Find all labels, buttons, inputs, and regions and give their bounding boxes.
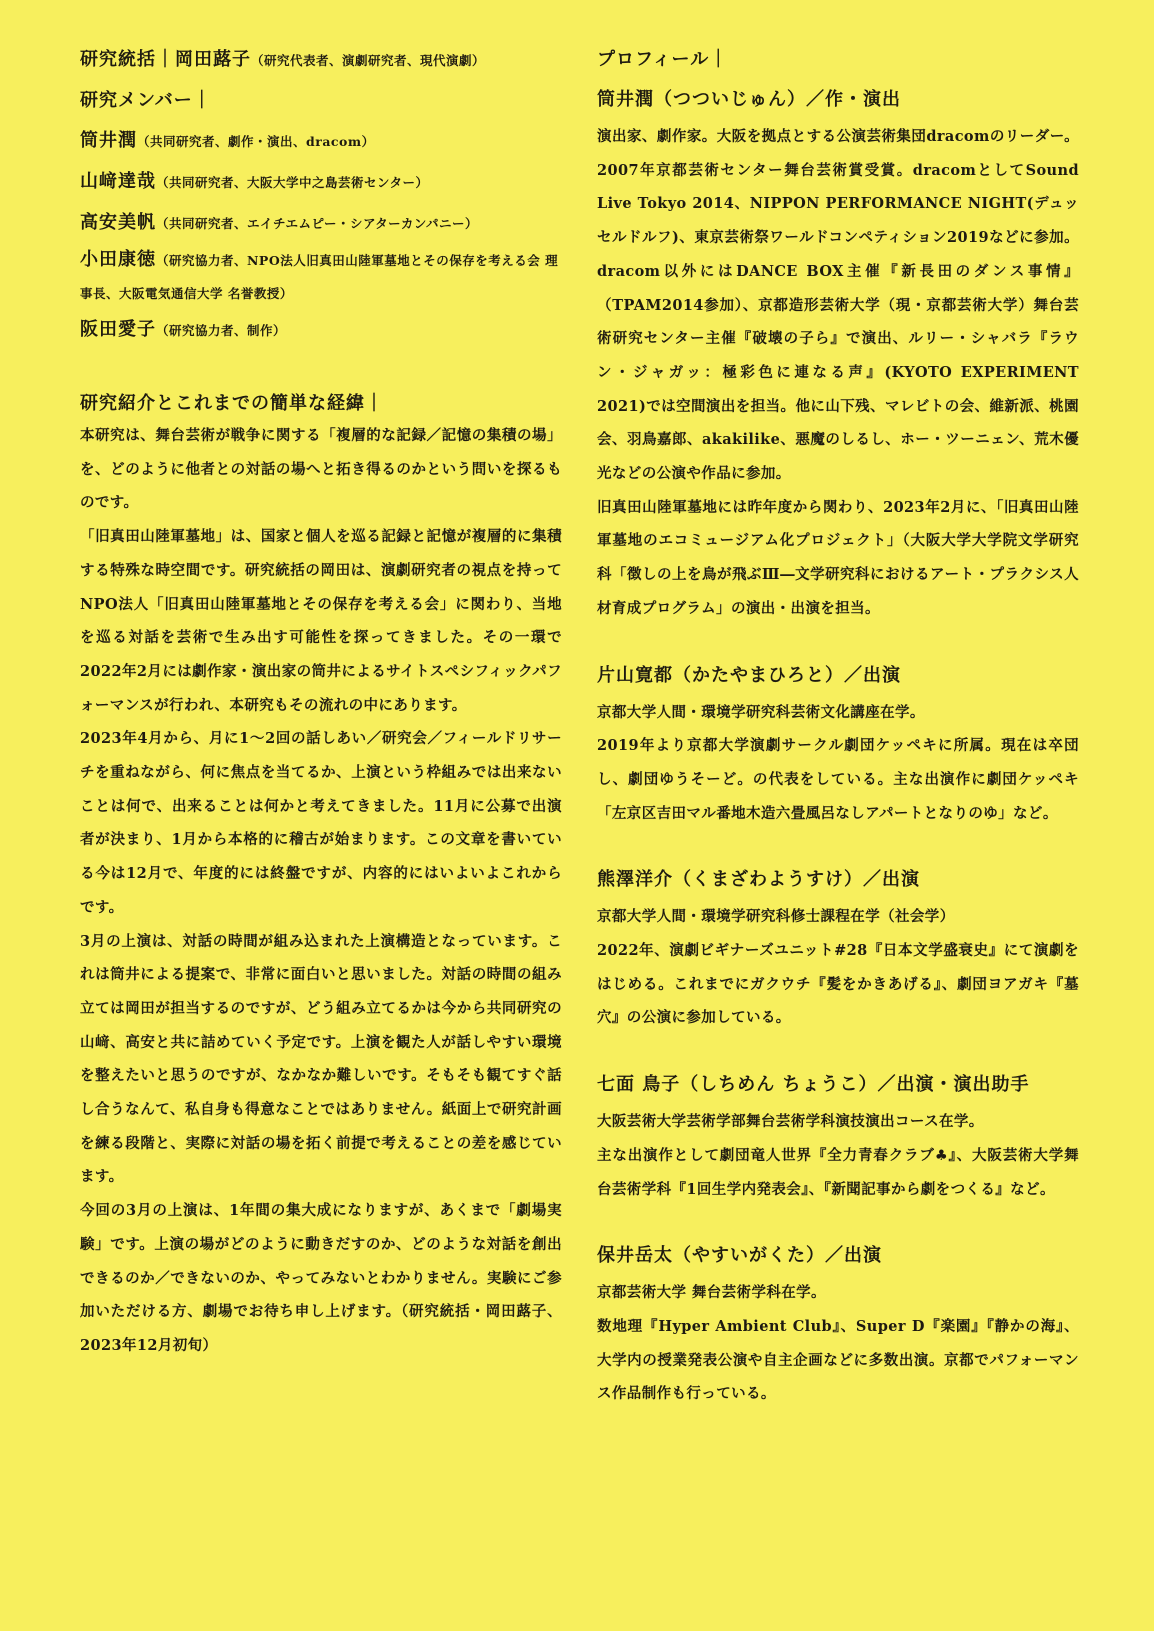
profile-paragraph: 大阪芸術大学芸術学部舞台芸術学科演技演出コース在学。 [597, 1113, 984, 1131]
profile-paragraph: 旧真田山陸軍墓地には昨年度から関わり、2023年2月に、「旧真田山陸軍墓地のエコミュージアム化プロジェクト」（大阪大学大学院文学研究科「徴しの上を鳥が飛ぶⅢ―文学研究科におけるアート・プラクシス人材育成プログラム」の演出・出演を担当。 [597, 498, 1079, 617]
right-column [597, 40, 1079, 1411]
member-note: （共同研究者、劇作・演出、dracom） [137, 134, 375, 149]
profile-shichimen [597, 1065, 1079, 1206]
intro-paragraph: 2023年4月から、月に1〜2回の話しあい／研究会／フィールドリサーチを重ねながら、何に焦点を当てるか、上演という枠組みでは出来ないことは何で、出来ることは何かと考えてきました。11月に公募で出演者が決まり、1月から本格的に稽古が始まります。この文章を書いている今は12月で、年度的には終盤ですが、内容的にはいよいよこれからです。 [80, 730, 562, 916]
member-note: （共同研究者、エイチエムピー・シアターカンパニー） [156, 216, 479, 231]
member-name: 高安美帆 [80, 212, 156, 233]
member-3 [80, 203, 562, 244]
profile-katayama [597, 656, 1079, 831]
profile-body [597, 120, 1079, 626]
profile-paragraph: 主な出演作として劇団竜人世界『全力青春クラブ♣』、大阪芸術大学舞台芸術学科『1回生学内発表会』、『新聞記事から劇をつくる』など。 [597, 1146, 1079, 1198]
profile-heading: プロフィール｜ [597, 49, 729, 70]
profile-body [597, 1105, 1079, 1206]
intro-body [80, 419, 562, 1363]
member-note: （共同研究者、大阪大学中之島芸術センター） [156, 175, 429, 190]
profile-name: 筒井潤（つついじゅん）／作・演出 [597, 89, 901, 110]
member-name: 小田康徳 [80, 249, 156, 270]
profile-name: 保井岳太（やすいがくた）／出演 [597, 1245, 882, 1267]
profile-paragraph: 演出家、劇作家。大阪を拠点とする公演芸術集団dracomのリーダー。2007年京都芸術センター舞台芸術賞受賞。dracomとしてSound Live Tokyo 2014、NIPPON PERFORMANCE NIGHT(デュッセルドルフ)、東京芸術祭ワールドコンペティション2019などに参加。dracom以外にはDANCE BOX主催『新長田のダンス事情』（TPAM2014参加）、京都造形芸術大学（現・京都芸術大学）舞台芸術研究センター主催『破壊の子ら』で演出、ルリー・シャバラ『ラウン・ジャガッ：極彩色に連なる声』(KYOTO EXPERIMENT 2021)では空間演出を担当。他に山下残、マレビトの会、維新派、桃園会、羽鳥嘉郎、akakilike、悪魔のしるし、ホー・ツーニェン、荒木優光などの公演や作品に参加。 [597, 128, 1079, 483]
member-4 [80, 244, 562, 310]
intro-paragraph: 本研究は、舞台芸術が戦争に関する「複層的な記録／記憶の集積の場」を、どのように他者との対話の場へと拓き得るのかという問いを探るものです。 [80, 427, 563, 512]
profile-name: 七面 鳥子（しちめん ちょうこ）／出演・演出助手 [597, 1074, 1030, 1096]
intro-paragraph: 今回の3月の上演は、1年間の集大成になりますが、あくまで「劇場実験」です。上演の場がどのように動きだすのか、どのような対話を創出できるのか／できないのか、やってみないとわかりません。実験にご参加いただける方、劇場でお待ち申し上げます。（研究統括・岡田蕗子、2023年12月初旬） [80, 1202, 562, 1354]
member-name: 山﨑達哉 [80, 171, 156, 192]
intro-paragraph: 3月の上演は、対話の時間が組み込まれた上演構造となっています。これは筒井による提案で、非常に面白いと思いました。対話の時間の組み立ては岡田が担当するのですが、どう組み立てるかは今から共同研究の山﨑、高安と共に詰めていく予定です。上演を観た人が話しやすい環境を整えたいと思うのですが、なかなか難しいです。そもそも観てすぐ話し合うなんて、私自身も得意なことではありません。紙面上で研究計画を練る段階と、実際に対話の場を拓く前提で考えることの差を感じています。 [80, 932, 563, 1186]
director-label: 研究統括｜岡田蕗子 [80, 49, 251, 70]
profile-body [597, 900, 1079, 1035]
director-note: （研究代表者、演劇研究者、現代演劇） [251, 53, 486, 68]
profile-paragraph: 数地理『Hyper Ambient Club』、Super D『楽園』『静かの海』、大学内の授業発表公演や自主企画などに多数出演。京都でパフォーマンス作品制作も行っている。 [597, 1317, 1079, 1403]
intro-heading: 研究紹介とこれまでの簡単な経緯｜ [80, 393, 384, 414]
profile-paragraph: 京都芸術大学 舞台芸術学科在学。 [597, 1284, 826, 1302]
member-5 [80, 310, 562, 351]
profile-body [597, 1276, 1079, 1411]
profile-paragraph: 2019年より京都大学演劇サークル劇団ケッペキに所属。現在は卒団し、劇団ゆうそーど。の代表をしている。主な出演作に劇団ケッペキ「左京区吉田マル番地木造六畳風呂なしアパートとなりのゆ」など。 [597, 737, 1079, 822]
research-director [80, 40, 562, 81]
profile-name: 熊澤洋介（くまざわようすけ）／出演 [597, 869, 920, 891]
member-2 [80, 162, 562, 203]
member-note: （研究協力者、NPO法人旧真田山陸軍墓地とその保存を考える会 理事長、大阪電気通信大学 名誉教授） [80, 253, 559, 301]
profile-paragraph: 京都大学人間・環境学研究科修士課程在学（社会学） [597, 908, 955, 926]
left-column [80, 40, 562, 1363]
member-1 [80, 121, 562, 162]
profile-paragraph: 2022年、演劇ビギナーズユニット#28『日本文学盛衰史』にて演劇をはじめる。これまでにガクウチ『髪をかきあげる』、劇団ヨアガキ『墓穴』の公演に参加している。 [597, 942, 1079, 1027]
profile-tsutsui [597, 80, 1079, 626]
profile-yasui [597, 1236, 1079, 1411]
profile-paragraph: 京都大学人間・環境学研究科芸術文化講座在学。 [597, 703, 925, 721]
profile-body [597, 696, 1079, 831]
member-note: （研究協力者、制作） [156, 323, 287, 338]
profile-name: 片山寛都（かたやまひろと）／出演 [597, 664, 901, 686]
intro-paragraph: 「旧真田山陸軍墓地」は、国家と個人を巡る記録と記憶が複層的に集積する特殊な時空間です。研究統括の岡田は、演劇研究者の視点を持ってNPO法人「旧真田山陸軍墓地とその保存を考える会」に関わり、当地を巡る対話を芸術で生み出す可能性を探ってきました。その一環で2022年2月には劇作家・演出家の筒井によるサイトスペシフィックパフォーマンスが行われ、本研究もその流れの中にあります。 [80, 528, 563, 714]
member-name: 阪田愛子 [80, 319, 156, 340]
profile-kumazawa [597, 860, 1079, 1035]
member-name: 筒井潤 [80, 130, 137, 151]
members-heading: 研究メンバー｜ [80, 90, 212, 111]
